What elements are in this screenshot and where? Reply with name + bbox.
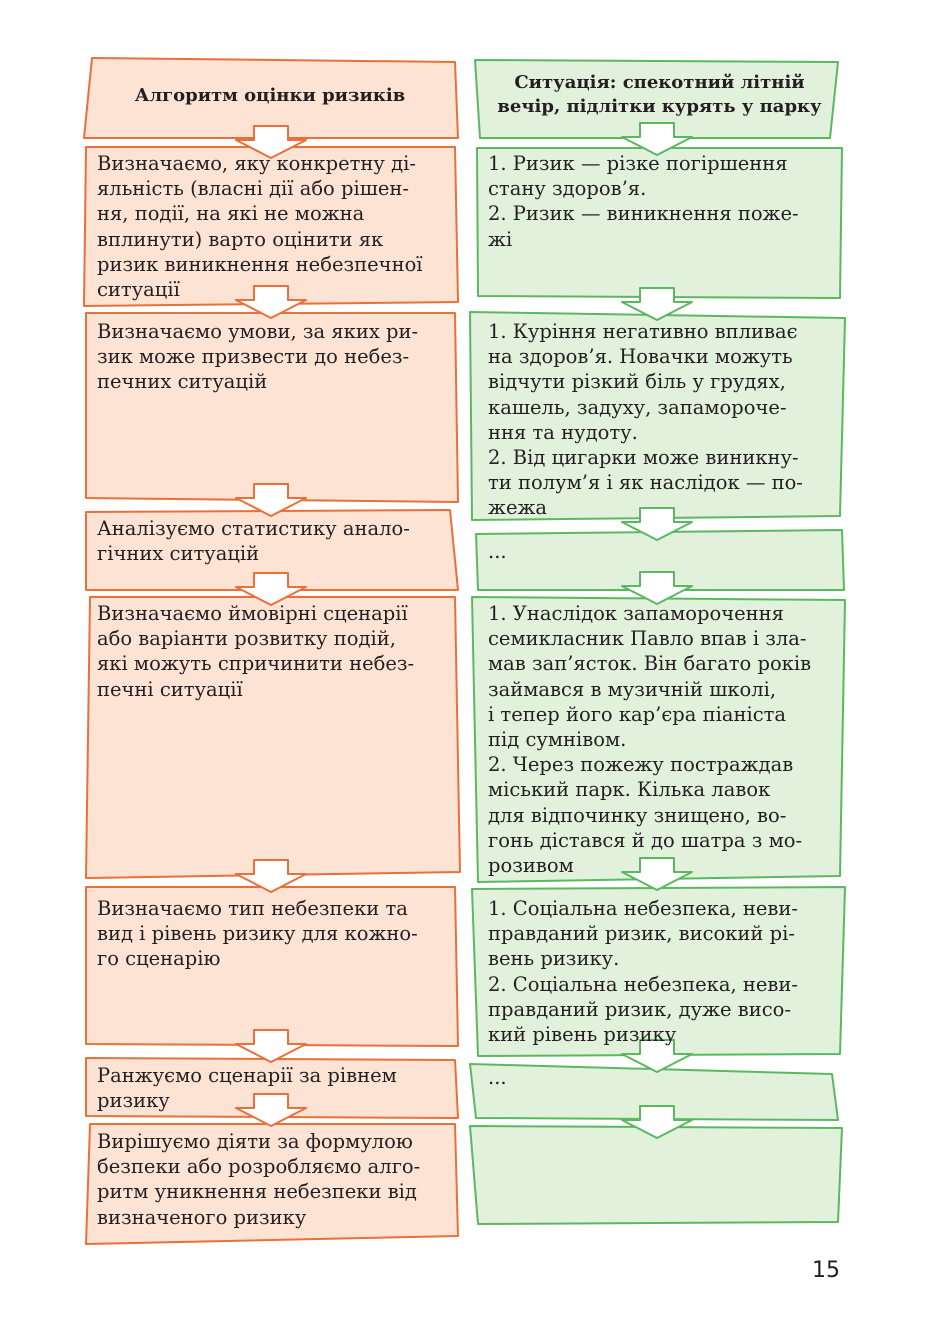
right-step-6: ...: [488, 1066, 507, 1089]
left-step-6: Ранжуємо сценарії за рівнем ризику: [97, 1064, 397, 1113]
right-step-2: 1. Куріння негативно впливає на здоров’я. Новачки можуть відчути різкий біль у грудях, кашель, задуху, запамороче- ння та нудоту. 2. Від цигарки може виникну- ти полум’я і як наслідок — по- жежа: [488, 320, 803, 520]
left-step-3: Аналізуємо статистику анало- гічних ситуацій: [97, 517, 410, 566]
left-header-title: Алгоритм оцінки ризиків: [134, 85, 406, 106]
page-number: 15: [812, 1258, 840, 1283]
right-step-4: 1. Унаслідок запаморочення семикласник Павло впав і зла- мав зап’ясток. Він багато років займався в музичній школі, і тепер його кар’єра піаніста під сумнівом. 2. Через пожежу постраждав міський парк. Кілька лавок для відпочинку знищено, во- гонь дістався й до шатра з мо- розивом: [488, 602, 812, 878]
left-step-2: Визначаємо умови, за яких ри- зик може призвести до небез- печних ситуацій: [97, 320, 419, 394]
right-step-1: 1. Ризик — різке погіршення стану здоров’я. 2. Ризик — виникнення поже- жі: [488, 152, 799, 251]
right-step-box-7: [470, 1126, 842, 1224]
right-step-3: ...: [488, 540, 507, 563]
left-step-1: Визначаємо, яку конкретну ді- яльність (власні дії або рішен- ня, події, на які не можна вплинути) варто оцінити як ризик виникнення небезпечної ситуації: [97, 152, 423, 302]
right-step-5: 1. Соціальна небезпека, неви- правданий ризик, високий рі- вень ризику. 2. Соціальна небезпека, неви- правданий ризик, дуже висо- кий рівень ризику: [488, 897, 798, 1047]
left-step-7: Вирішуємо діяти за формулою безпеки або розробляємо алго- ритм уникнення небезпеки від визначеного ризику: [97, 1130, 421, 1229]
left-step-5: Визначаємо тип небезпеки та вид і рівень ризику для кожно- го сценарію: [97, 897, 418, 971]
left-step-4: Визначаємо ймовірні сценарії або варіанти розвитку подій, які можуть спричинити небез- печні ситуації: [97, 602, 415, 701]
right-header-title: Ситуація: спекотний літній вечір, підлітки курять у парку: [497, 72, 822, 117]
